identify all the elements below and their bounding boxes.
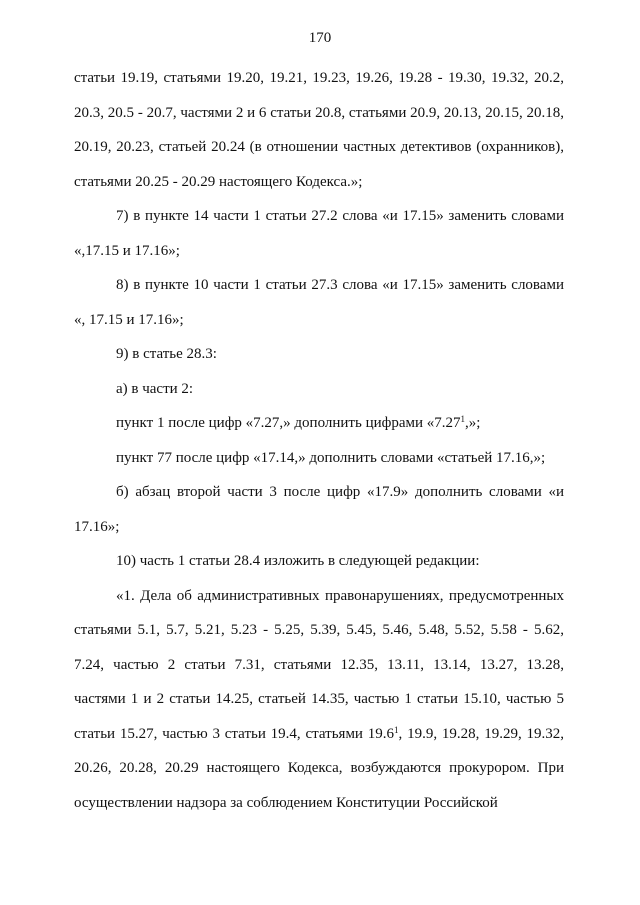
superscript-one: 1 (460, 414, 466, 424)
paragraph-item-9b: б) абзац второй части 3 после цифр «17.9» дополнить словами «и 17.16»; (74, 484, 564, 535)
paragraph-item-8: 8) в пункте 10 части 1 статьи 27.3 слова «и 17.15» заменить словами «, 17.15 и 17.16»; (74, 277, 564, 328)
page-number: 170 (308, 30, 332, 46)
paragraph-item-9a: а) в части 2: (116, 380, 194, 397)
paragraph-item-9a-point-77: пункт 77 после цифр «17.14,» дополнить словами «статьей 17.16,»; (116, 449, 546, 466)
paragraph-item-10: 10) часть 1 статьи 28.4 изложить в следующей редакции: (116, 553, 480, 569)
paragraph-item-9a-point-1 (74, 406, 564, 441)
quoted-part-1-text: «1. Дела об административных правонарушениях, предусмотренных статьями 5.1, 5.7, 5.21, 5.23 - 5.25, 5.39, 5.45, 5.46, 5.48, 5.52, 5.58 - 5.62, 7.24, частью 2 статьи 7.31, статьями 12.35, 13.11, 13.14, 13.27, 13.28, частями 1 и 2 статьи 14.25, статьей 14.35, частью 1 статьи 15.10, частью 5 статьи 15.27, частью 3 статьи 19.4, статьями 19.6 (74, 587, 564, 742)
superscript-one: 1 (394, 724, 399, 735)
point-1-tail: ,»; (465, 415, 481, 431)
paragraph-continuation: статьи 19.19, статьями 19.20, 19.21, 19.23, 19.26, 19.28 - 19.30, 19.32, 20.2, 20.3, 20.5 - 20.7, частями 2 и 6 статьи 20.8, статьями 20.9, 20.13, 20.15, 20.18, 20.19, 20.23, статьей 20.24 (в отношении частных детективов (охранников), статьями 20.25 - 20.29 настоящего Кодекса.»; (74, 70, 564, 190)
quoted-part-1-tail: , 19.9, 19.28, 19.29, 19.32, 20.26, 20.28, 20.29 настоящего Кодекса, возбуждаются прокурором. При осуществлении надзора за соблюдением Конституции Российской (74, 725, 565, 811)
paragraph-quoted-part-1 (74, 579, 564, 821)
point-1-text: пункт 1 после цифр «7.27,» дополнить цифрами «7.27 (116, 415, 461, 431)
paragraph-item-7: 7) в пункте 14 части 1 статьи 27.2 слова «и 17.15» заменить словами «,17.15 и 17.16»; (74, 208, 564, 259)
paragraph-item-9: 9) в статье 28.3: (116, 346, 217, 362)
document-body (74, 61, 564, 820)
